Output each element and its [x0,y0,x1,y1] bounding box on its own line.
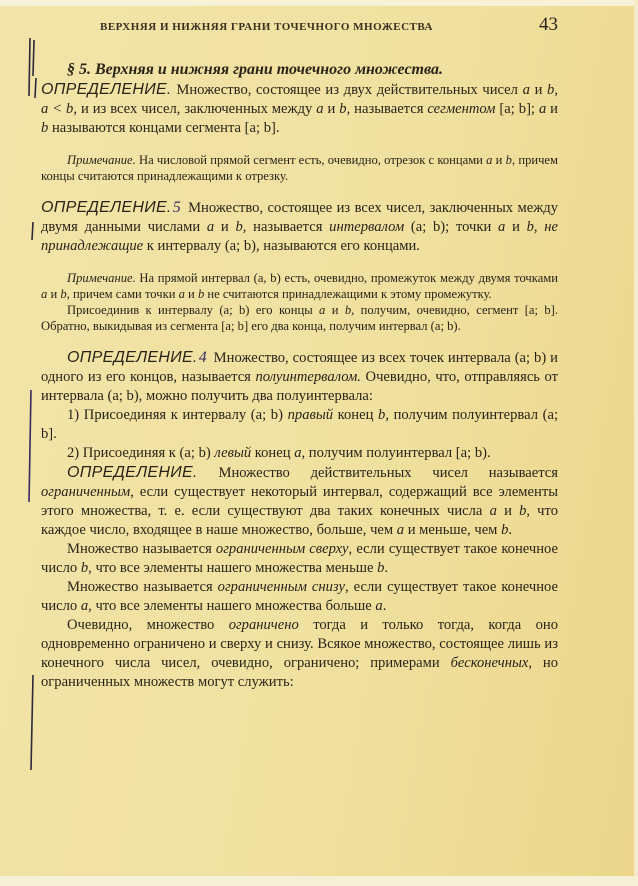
text-run: b [547,82,555,98]
text-run: [a; b]; [495,101,539,117]
text-run: и [505,219,527,235]
text-run: b [519,503,527,519]
text-run: Множество действительных чисел называется [197,465,558,481]
text-run: , получим полуинтервал [a; b). [301,445,491,461]
text-run: , [554,82,558,98]
text-run: и [47,287,61,301]
scan-edge-right [634,0,638,886]
text-run: b [235,219,243,235]
text-run: не считаются принадлежащими к этому промежутку. [204,287,492,301]
definition-label: ОПРЕДЕЛЕНИЕ. [67,349,198,366]
text-run: , называется [346,101,428,117]
text-run: b [339,101,347,117]
text-run: a [489,503,497,519]
handwritten-mark: 5 [172,199,181,216]
text-run: b [197,287,205,301]
text-run: b [344,303,352,317]
text-run: сегментом [427,101,496,117]
text-run: b [378,407,386,423]
pen-margin-line [29,38,30,96]
text-run: . [508,522,513,538]
text-run: к интервалу (a; b), называются его концами. [143,238,420,254]
text-run: , что все элементы нашего множества меньше [88,560,378,576]
text-run: 2) Присоединяя к (a; b) [67,445,215,461]
text-run: b [60,287,67,301]
para-11 [41,578,558,616]
text-run: ограничено [228,617,299,633]
para-2 [41,152,558,184]
text-run: не принадлежащие [41,219,559,254]
text-run: и [214,219,236,235]
text-run: b [526,219,534,235]
text-run: a [178,287,185,301]
text-run: b [501,522,509,538]
definition-label: ОПРЕДЕЛЕНИЕ. [67,464,198,481]
text-run: ограниченным [41,484,131,500]
text-run: , получим полуинтервал (a; b]. [41,407,558,442]
text-run: , что все элементы нашего множества больше [88,598,376,614]
text-run: бесконечных [450,655,529,671]
handwritten-mark: 4 [198,349,207,366]
para-1 [41,80,558,138]
text-run: и [546,101,558,117]
text-run: На прямой интервал (a, b) есть, очевидно, промежуток между двумя точками [135,271,558,285]
text-run: b [377,560,385,576]
para-7 [41,406,558,444]
text-run: Множество, состоящее из всех чисел, заключенных между двумя данными числами [41,200,558,235]
text-run: и [496,503,520,519]
text-run: полуинтервалом. [255,369,361,385]
para-6 [41,348,558,406]
para-5 [41,302,558,334]
text-run: конец [333,407,379,423]
text-run: , получим, очевидно, сегмент [a; b]. Обратно, выкидывая из сегмента [a; b] его два конца, получим интервал (a; b). [41,303,558,333]
text-run: и [325,303,345,317]
text-run: и [529,82,548,98]
para-3 [41,198,558,256]
text-run: a [41,287,48,301]
text-run: На числовой прямой сегмент есть, очевидно, отрезок с концами [135,153,487,167]
text-run: (a; b); точки [404,219,499,235]
para-10 [41,540,558,578]
text-run: и [184,287,198,301]
text-run: , и из всех чисел, заключенных между [73,101,317,117]
text-run: a [375,598,383,614]
definition-label: ОПРЕДЕЛЕНИЕ. [41,199,172,216]
text-run: интервалом [329,219,405,235]
text-run: Присоединив к интервалу (a; b) его концы [67,303,320,317]
text-run: b [41,120,49,136]
text-run: тогда и только тогда, когда оно одновременно ограничено и сверху и снизу. Всякое множество, состоящее лишь из конечного числа чисел, очевидно, ограничено; примерами [41,617,558,671]
text-run: b [80,560,89,576]
running-header: ВЕРХНЯЯ И НИЖНЯЯ ГРАНИ ТОЧЕЧНОГО МНОЖЕСТВА [100,21,433,33]
para-8 [41,444,558,463]
text-run: , если существует такое конечное число [41,579,558,614]
text-column [41,0,558,708]
page-number: 43 [539,14,558,35]
pen-margin-line [32,222,33,240]
text-run: , что каждое число, входящее в наше множество, больше, чем [41,503,559,538]
pen-margin-line [29,390,31,502]
text-run: b [505,153,512,167]
text-run: правый [287,407,334,423]
text-run: , [533,219,545,235]
text-run: . [384,560,389,576]
text-run: , называется [242,219,330,235]
pen-margin-line [33,40,34,76]
text-run: и меньше, чем [404,522,502,538]
text-run: a [498,219,506,235]
text-run: a [316,101,324,117]
text-run: a [396,522,405,538]
text-run: , причем сами точки [66,287,179,301]
para-0 [41,60,558,80]
text-run: Множество, состоящее из всех точек интервала (a; b) и одного из его концов, называется [41,350,558,385]
text-run: . [382,598,387,614]
text-run: ограниченным сверху [215,541,349,557]
text-run: и [492,153,506,167]
text-run: a [486,153,493,167]
text-run: Очевидно, что, отправляясь от интервала (a; b), можно получить два полуинтервала: [41,369,558,404]
text-run: a [206,219,215,235]
text-run: a [319,303,326,317]
scan-edge-bottom [0,876,638,886]
pen-margin-line [35,78,36,98]
text-run: , если существует такое конечное число [41,541,559,576]
text-run: Множество, состоящее из двух действительных чисел [171,82,523,98]
text-run: конец [251,445,295,461]
text-run: и [323,101,340,117]
para-12 [41,616,558,692]
text-run: называются концами сегмента [a; b]. [48,120,280,136]
para-4 [41,270,558,302]
definition-label: ОПРЕДЕЛЕНИЕ. [41,81,172,98]
text-run: , но ограниченных множеств могут служить: [41,655,559,690]
text-run: левый [214,445,252,461]
text-run: a [538,101,547,117]
para-9 [41,463,558,540]
text-run: , причем концы считаются принадлежащими к отрезку. [41,153,558,183]
text-run: , если существует некоторый интервал, содержащий все элементы этого множества, т. е. если существуют два таких конечных числа [41,484,558,519]
section-title: § 5. Верхняя и нижняя грани точечного множества. [67,61,444,78]
text-run: Примечание. [67,153,136,167]
text-run: Множество называется [67,579,218,595]
text-run: a [294,445,302,461]
text-run: Очевидно, множество [67,617,229,633]
text-run: a [522,82,530,98]
text-run: a [80,598,89,614]
text-run: Примечание. [67,271,136,285]
pen-margin-line [31,675,33,770]
text-run: ограниченным снизу [217,579,346,595]
text-run: a < b [41,101,74,117]
text-run: 1) Присоединяя к интервалу (a; b) [67,407,288,423]
text-run: Множество называется [67,541,216,557]
